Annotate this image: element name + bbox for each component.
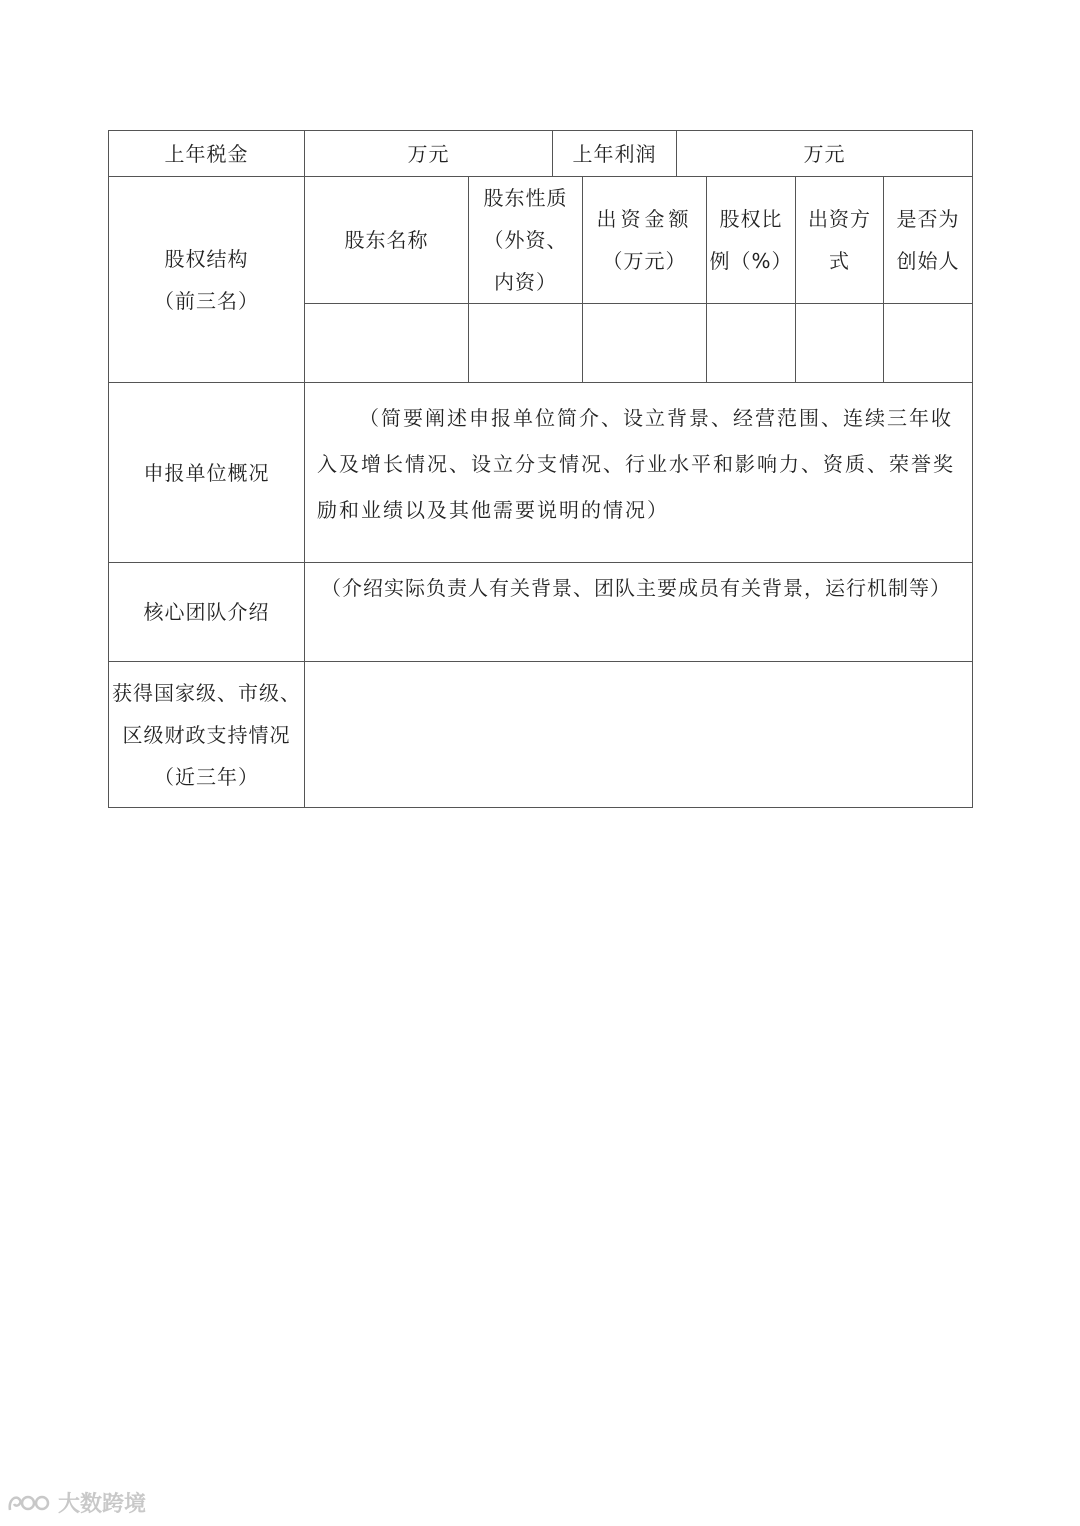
equity-header-row [109,177,973,304]
support-label-line2: 区级财政支持情况 [122,722,291,747]
overview-hint: （简要阐述申报单位简介、设立背景、经营范围、连续三年收入及增长情况、设立分支情况、行业水平和影响力、资质、荣誉奖励和业绩以及其他需要说明的情况） [317,406,955,522]
founder-header [884,177,973,304]
team-content-cell[interactable] [305,563,973,662]
contribution-method-line2: 式 [829,249,850,273]
team-label: 核心团队介绍 [109,563,305,662]
shareholder-type-line2: （外资、 [483,228,568,252]
capital-amount-header [583,177,707,304]
team-hint: （介绍实际负责人有关背景、团队主要成员有关背景，运行机制等） [321,576,951,600]
equity-ratio-header [707,177,796,304]
tax-profit-row [109,131,973,177]
founder-line2: 创始人 [896,249,960,273]
founder-cell[interactable] [884,304,973,383]
support-content-cell[interactable] [305,662,973,808]
shareholder-name-cell[interactable] [305,304,469,383]
support-label-line3: （近三年） [154,764,259,789]
support-label [109,662,305,808]
overview-content-cell[interactable] [305,383,973,563]
founder-line1: 是否为 [896,207,960,231]
profit-label: 上年利润 [553,131,677,177]
overview-row [109,383,973,563]
contribution-method-line1: 出资方 [808,207,871,231]
shareholder-type-line3: 内资） [494,270,557,294]
shareholder-type-cell[interactable] [469,304,583,383]
contribution-method-cell[interactable] [796,304,884,383]
tax-value-cell[interactable]: 万元 [305,131,553,177]
shareholder-type-header [469,177,583,304]
support-label-line1: 获得国家级、市级、 [112,680,301,705]
capital-amount-line1: 出资金额 [596,207,693,231]
equity-ratio-cell[interactable] [707,304,796,383]
contribution-method-header [796,177,884,304]
equity-label-line1: 股权结构 [164,246,249,271]
equity-ratio-line2: 例（%） [709,249,793,273]
profit-value-cell[interactable]: 万元 [677,131,973,177]
shareholder-type-line1: 股东性质 [483,186,568,210]
shareholder-name-header [305,177,469,304]
watermark-text: 大数跨境 [58,1492,147,1517]
equity-label-line2: （前三名） [154,288,259,313]
capital-amount-cell[interactable] [583,304,707,383]
support-row [109,662,973,808]
equity-structure-label [109,177,305,383]
application-form-table [108,130,973,808]
equity-ratio-line1: 股权比 [719,207,783,231]
shareholder-name-header-text: 股东名称 [344,228,429,252]
watermark [6,1487,146,1518]
team-row [109,563,973,662]
tax-label: 上年税金 [109,131,305,177]
brand-logo-icon [6,1490,52,1516]
overview-label: 申报单位概况 [109,383,305,563]
capital-amount-line2: （万元） [602,249,687,273]
